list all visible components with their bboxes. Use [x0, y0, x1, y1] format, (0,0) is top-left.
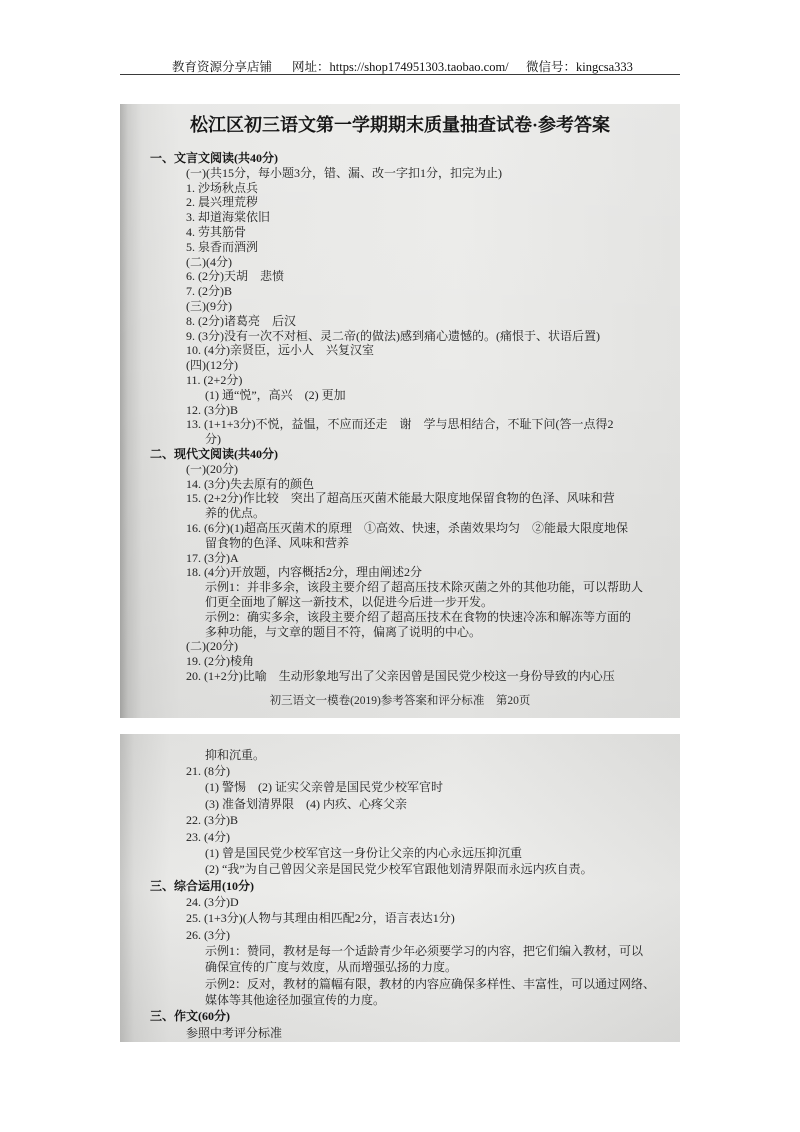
section-heading: 三、作文(60分)	[150, 1009, 230, 1024]
answer-list-1	[120, 151, 680, 684]
subsection-heading: (四)(12分)	[186, 358, 238, 373]
answer-line: 3. 却道海棠依旧	[186, 210, 271, 225]
subsection-heading: (一)(20分)	[186, 461, 238, 476]
answer-line: 25. (1+3分)(人物与其理由相匹配2分，语言表达1分)	[186, 911, 455, 926]
answer-line: 11. (2+2分)	[186, 372, 243, 387]
answer-line: 20. (1+2分)比喻 生动形象地写出了父亲因曾是国民党少校这一身份导致的内心压	[186, 668, 615, 683]
answer-line: 13. (1+1+3分)不悦，益愠，不应而还走 谢 学与思相结合，不耻下问(答一点得2	[186, 417, 614, 432]
answer-line: 14. (3分)失去原有的颜色	[186, 476, 314, 491]
answer-line: 多种功能，与文章的题目不符，偏离了说明的中心。	[205, 624, 482, 639]
section-heading: 三、综合运用(10分)	[150, 878, 254, 893]
answer-line: 22. (3分)B	[186, 813, 238, 828]
answer-line: 26. (3分)	[186, 927, 230, 942]
answer-line: 21. (8分)	[186, 764, 230, 779]
answer-line: 示例1：赞同，教材是每一个适龄青少年必须要学习的内容，把它们编入教材，可以	[205, 943, 644, 958]
answer-line: 示例2：反对，教材的篇幅有限，教材的内容应确保多样性、丰富性，可以通过网络、	[205, 976, 656, 991]
answer-line: 参照中考评分标准	[186, 1025, 283, 1040]
answer-line: 8. (2分)诸葛亮 后汉	[186, 313, 296, 328]
answer-line: 们更全面地了解这一新技术，以促进今后进一步开发。	[205, 594, 494, 609]
page-footer: 初三语文一模卷(2019)参考答案和评分标准 第20页	[269, 695, 531, 707]
answer-line: 17. (3分)A	[186, 550, 239, 565]
answer-list-2	[120, 747, 680, 1041]
section-heading: 一、文言文阅读(共40分)	[150, 151, 278, 165]
subsection-heading: (二)(4分)	[186, 254, 232, 269]
answer-line: (1) 曾是国民党少校军官这一身份让父亲的内心永远压抑沉重	[205, 845, 522, 860]
wechat-id: 微信号：kingcsa333	[526, 60, 633, 74]
answer-line: 12. (3分)B	[186, 402, 238, 417]
subsection-heading: (三)(9分)	[186, 298, 232, 313]
answer-line: 1. 沙场秋点兵	[186, 180, 259, 195]
subsection-heading: (二)(20分)	[186, 639, 238, 654]
answer-line: 确保宣传的广度与效度，从而增强弘扬的力度。	[205, 960, 458, 975]
answer-line: 15. (2+2分)作比较 突出了超高压灭菌术能最大限度地保留食物的色泽、风味和营	[186, 491, 615, 506]
answer-line: 24. (3分)D	[186, 894, 239, 909]
answer-line: 养的优点。	[205, 506, 266, 521]
answer-line: 9. (3分)没有一次不对桓、灵二帝(的做法)感到痛心遗憾的。(痛恨于、状语后置)	[186, 328, 600, 343]
answer-line: 6. (2分)天胡 悲愤	[186, 269, 284, 284]
answer-line: 10. (4分)亲贤臣，远小人 兴复汉室	[186, 343, 374, 358]
answer-line: 2. 晨兴理荒秽	[186, 195, 259, 210]
answer-key-title: 松江区初三语文第一学期期末质量抽查试卷·参考答案	[189, 115, 610, 135]
answer-line: 媒体等其他途径加强宣传的力度。	[205, 992, 386, 1007]
shop-url: 网址：https://shop174951303.taobao.com/	[292, 60, 509, 74]
shop-name: 教育资源分享店铺	[172, 60, 273, 74]
subsection-heading: (一)(共15分，每小题3分，错、漏、改一字扣1分，扣完为止)	[186, 165, 502, 180]
answer-line: 示例2：确实多余，该段主要介绍了超高压技术在食物的快速冷冻和解冻等方面的	[205, 609, 632, 624]
answer-line: 4. 劳其筋骨	[186, 224, 247, 239]
answer-line: 留食物的色泽、风味和营养	[205, 535, 350, 550]
answer-sheet-photo-2	[120, 734, 680, 1042]
section-heading: 二、现代文阅读(共40分)	[150, 446, 278, 461]
answer-line: 7. (2分)B	[186, 284, 232, 299]
answer-line: 抑和沉重。	[205, 747, 266, 762]
answer-line: (3) 准备划清界限 (4) 内疚、心疼父亲	[205, 796, 407, 811]
answer-line: 16. (6分)(1)超高压灭菌术的原理 ①高效、快速，杀菌效果均匀 ②能最大限度地保	[186, 520, 628, 535]
answer-line: 5. 泉香而酒洌	[186, 239, 259, 254]
answer-line: 分)	[205, 432, 221, 447]
answer-line: 19. (2分)棱角	[186, 654, 254, 669]
answer-line: 18. (4分)开放题，内容概括2分，理由阐述2分	[186, 565, 422, 580]
answer-sheet-photo-1	[120, 104, 680, 718]
answer-line: 23. (4分)	[186, 829, 230, 844]
answer-line: 示例1：并非多余，该段主要介绍了超高压技术除灭菌之外的其他功能，可以帮助人	[205, 580, 644, 595]
answer-line: (2) “我”为自己曾因父亲是国民党少校军官跟他划清界限而永远内疚自责。	[205, 862, 593, 877]
answer-line: (1) 警惕 (2) 证实父亲曾是国民党少校军官时	[205, 780, 443, 795]
answer-line: (1) 通“悦”，高兴 (2) 更加	[205, 387, 346, 402]
header-rule	[120, 74, 680, 75]
